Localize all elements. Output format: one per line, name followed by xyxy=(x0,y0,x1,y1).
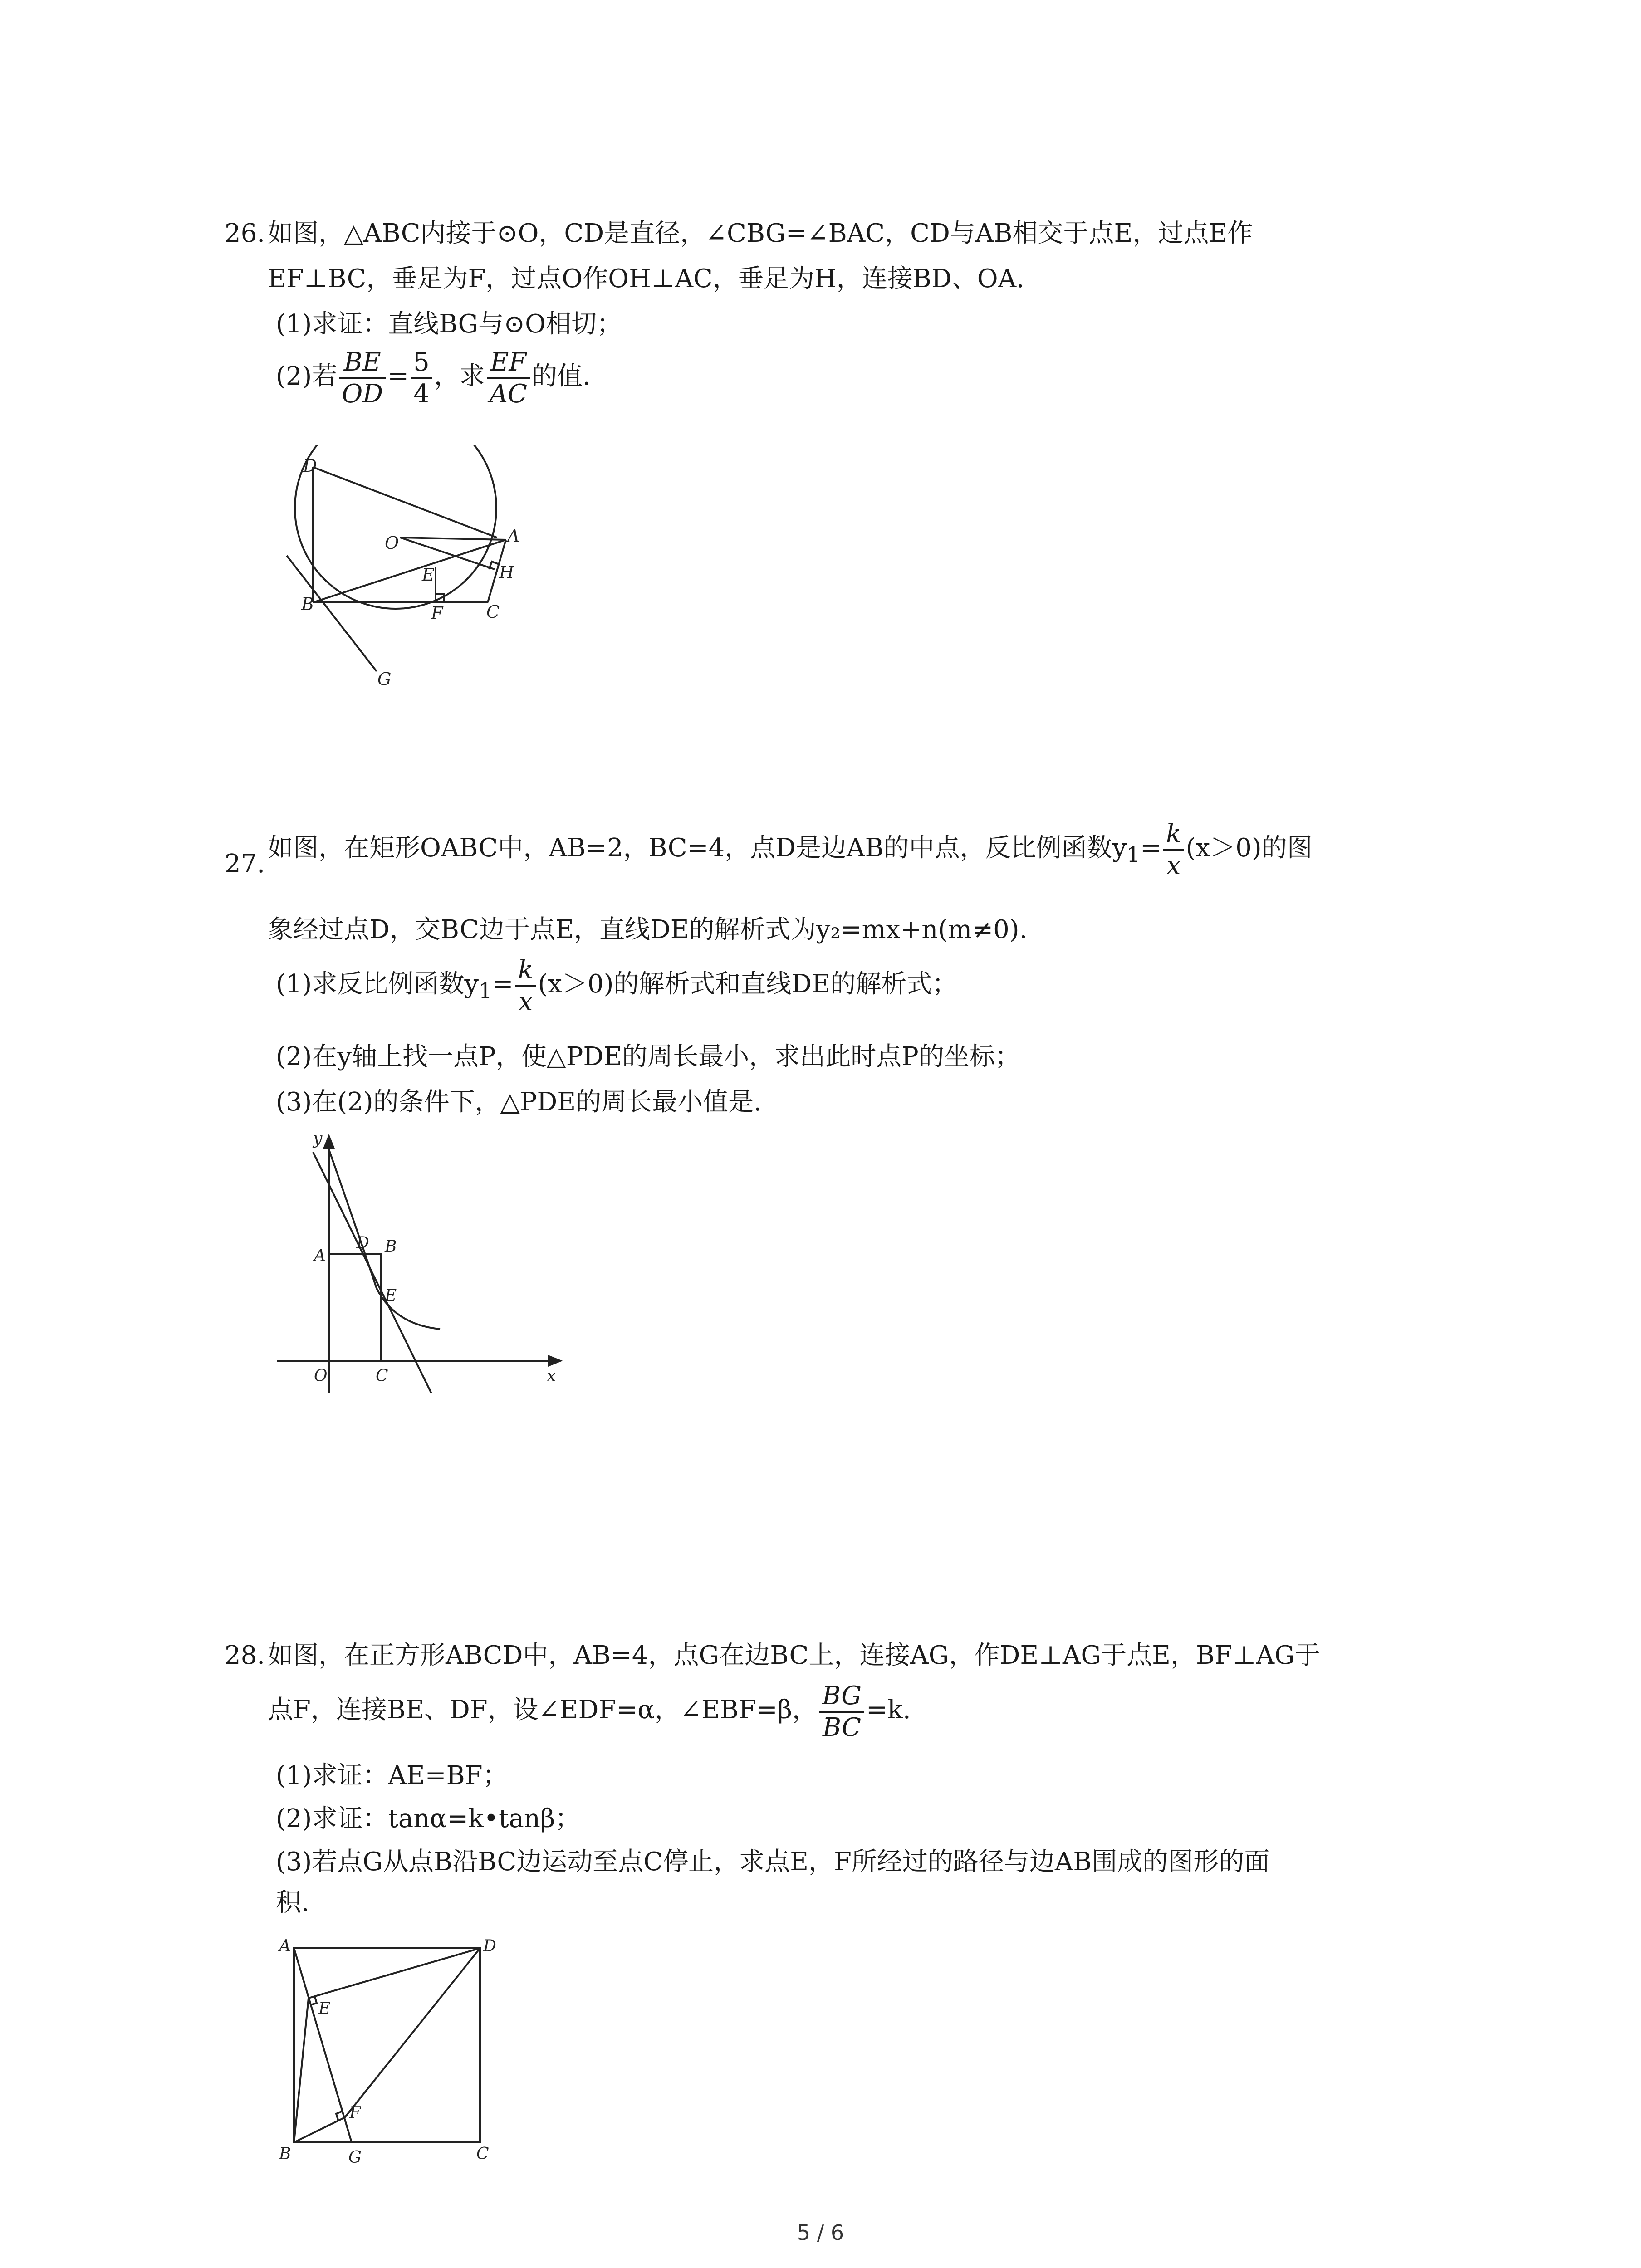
problem-number: 26. xyxy=(225,219,265,248)
label-a: A xyxy=(507,526,520,546)
label-o: O xyxy=(385,533,399,553)
label-a: A xyxy=(279,1937,291,1955)
label-c: C xyxy=(486,602,500,622)
label-f: F xyxy=(431,603,443,623)
label-e: E xyxy=(318,1999,331,2018)
segment-oa xyxy=(400,538,506,540)
problem-part-1: (1)求证：AE=BF； xyxy=(276,1761,508,1790)
fraction-be-od: $\frac{BE}{OD}$ xyxy=(339,347,386,409)
circle-geometry-figure xyxy=(272,445,554,699)
segment-be xyxy=(294,1998,309,2142)
fraction-ef-ac: $\frac{EF}{AC}$ xyxy=(487,347,530,409)
segment-ag xyxy=(294,1948,352,2142)
label-o: O xyxy=(314,1367,328,1385)
problem-part-1: (1)求反比例函数$y_1=$ $\frac{k}{x}$ (x＞0)的解析式和直线DE的解析式； xyxy=(276,955,958,1017)
fraction-k-x: $\frac{k}{x}$ xyxy=(1163,819,1184,881)
fraction-5-4: $\frac{5}{4}$ xyxy=(411,347,432,409)
segment-de xyxy=(309,1948,480,1998)
segment-oh xyxy=(400,538,495,569)
hyperbola-curve xyxy=(327,1143,440,1329)
problem-part-2: (2)若 $\frac{BE}{OD}$ = $\frac{5}{4}$ ，求 $\frac{EF}{AC}$ 的值. xyxy=(276,347,591,409)
label-g: G xyxy=(377,669,392,689)
label-a: A xyxy=(314,1246,326,1265)
segment-df xyxy=(345,1948,480,2117)
label-g: G xyxy=(348,2148,362,2167)
x-axis-arrow xyxy=(549,1356,560,1365)
label-b: B xyxy=(385,1237,397,1256)
rectangle-oabc xyxy=(329,1254,381,1361)
label-x: x xyxy=(547,1367,556,1385)
segment-da xyxy=(313,467,497,538)
label-h: H xyxy=(499,562,514,582)
label-y: y xyxy=(313,1129,323,1148)
problem-text-line: 象经过点D，交BC边于点E，直线DE的解析式为y₂=mx+n(m≠0). xyxy=(268,915,1028,944)
problem-part-3: (3)在(2)的条件下，△PDE的周长最小值是. xyxy=(276,1087,762,1117)
label-d: D xyxy=(356,1234,369,1252)
label-c: C xyxy=(476,2145,489,2163)
page-number: 5 / 6 xyxy=(797,2220,844,2245)
label-b: B xyxy=(279,2145,291,2163)
tangent-line-bg xyxy=(287,556,377,671)
problem-text-line: 如图，在矩形OABC中，AB=2，BC=4，点D是边AB的中点，反比例函数$y_1=$ $\frac{k}{x}$ (x＞0)的图 xyxy=(268,819,1313,880)
problem-text-line: 积. xyxy=(276,1888,309,1917)
label-d: D xyxy=(483,1937,496,1955)
fraction-bg-bc: $\frac{BG}{BC}$ xyxy=(819,1681,864,1743)
segment-bf xyxy=(294,2117,345,2142)
problem-part-2: (2)在y轴上找一点P，使△PDE的周长最小，求出此时点P的坐标； xyxy=(276,1042,1020,1071)
segment-ba xyxy=(313,540,506,602)
label-f: F xyxy=(349,2104,361,2122)
label-c: C xyxy=(376,1367,388,1385)
problem-number: 27. xyxy=(225,849,265,879)
problem-text-line: 如图，在正方形ABCD中，AB=4，点G在边BC上，连接AG，作DE⊥AG于点E，BF⊥AG于 xyxy=(268,1641,1320,1670)
problem-text-line: EF⊥BC，垂足为F，过点O作OH⊥AC，垂足为H，连接BD、OA. xyxy=(268,264,1024,293)
label-b: B xyxy=(301,594,314,614)
label-d: D xyxy=(303,456,317,476)
y-axis-arrow xyxy=(324,1136,333,1148)
problem-number: 28. xyxy=(225,1641,265,1670)
label-e: E xyxy=(385,1286,397,1305)
problem-text-line: 点F，连接BE、DF，设∠EDF=α，∠EBF=β， $\frac{BG}{BC}$ =k. xyxy=(268,1681,911,1742)
line-de xyxy=(313,1152,433,1393)
problem-part-3: (3)若点G从点B沿BC边运动至点C停止，求点E，F所经过的路径与边AB围成的图形的面 xyxy=(276,1847,1270,1877)
fraction-k-x: $\frac{k}{x}$ xyxy=(515,955,536,1017)
label-e: E xyxy=(422,565,435,585)
problem-part-2: (2)求证：tanα=k•tanβ； xyxy=(276,1804,581,1833)
square-geometry-figure xyxy=(272,1928,508,2177)
problem-part-1: (1)求证：直线BG与⊙O相切； xyxy=(276,309,622,339)
problem-text-line: 如图，△ABC内接于⊙O，CD是直径，∠CBG=∠BAC，CD与AB相交于点E，过点E作 xyxy=(268,219,1253,248)
coordinate-figure xyxy=(268,1129,567,1393)
